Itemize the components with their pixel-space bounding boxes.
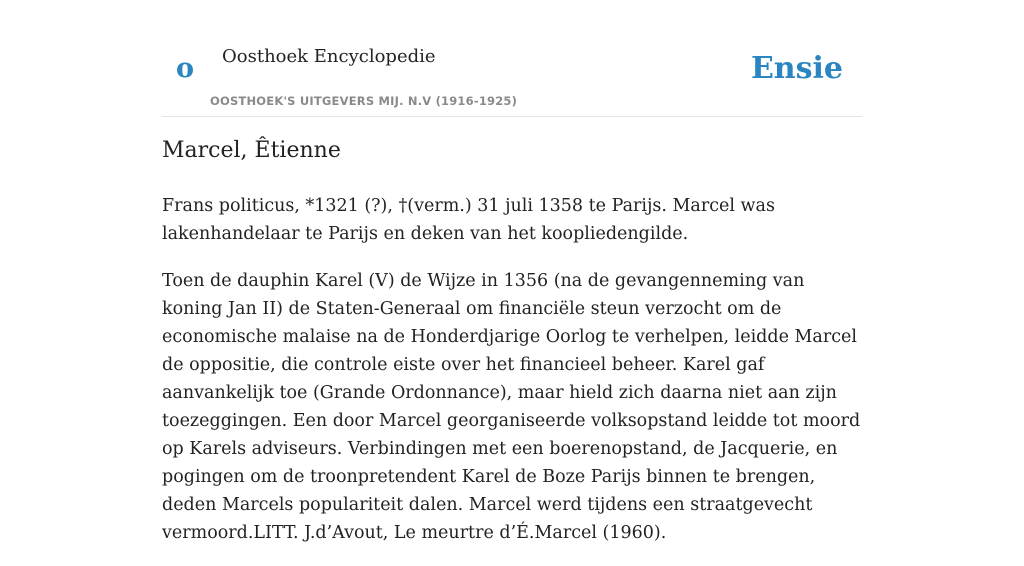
article-body (162, 192, 862, 566)
article-paragraph: Frans politicus, *1321 (?), †(verm.) 31 juli 1358 te Parijs. Marcel was lakenhandelaar te Parijs en deken van het koopliedengilde. (162, 196, 775, 244)
encyclopedia-title[interactable]: Oosthoek Encyclopedie (222, 46, 436, 67)
publisher-label: OOSTHOEK'S UITGEVERS MIJ. N.V (1916-1925) (210, 94, 518, 108)
article-title: Marcel, Êtienne (162, 138, 341, 163)
ensie-brand-logo[interactable]: Ensie (750, 51, 843, 86)
article-paragraph: Toen de dauphin Karel (V) de Wijze in 1356 (na de gevangenneming van koning Jan II) de Staten-Generaal om financiële steun verzocht om de economische malaise na de Honderdjarige Oorlog te verhelpen, leidde Marcel de oppositie, die controle eiste over het financieel beheer. Karel gaf aanvankelijk toe (Grande Ordonnance), maar hield zich daarna niet aan zijn toezeggingen. Een door Marcel georganiseerde volksopstand leidde tot moord op Karels adviseurs. Verbindingen met een boerenopstand, de Jacquerie, en pogingen om de troonpretendent Karel de Boze Parijs binnen te brengen, deden Marcels populariteit dalen. Marcel werd tijdens een straatgevecht vermoord.LITT. J.d’Avout, Le meurtre d’É.Marcel (1960). (162, 271, 861, 543)
encyclopedia-logo[interactable]: o (176, 53, 195, 84)
site-header (162, 38, 862, 117)
